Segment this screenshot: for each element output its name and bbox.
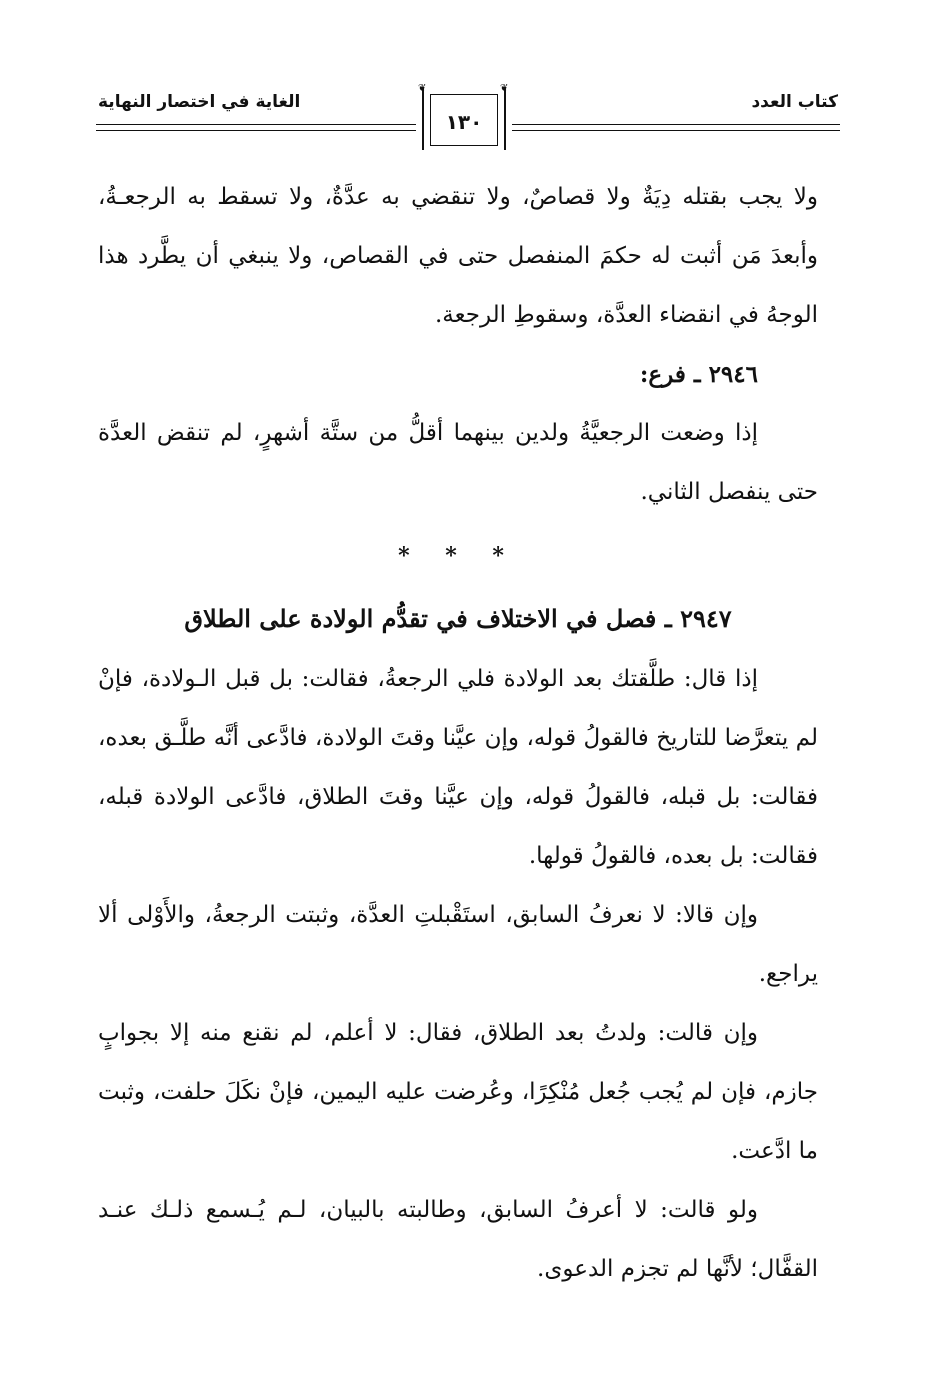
paragraph-3: إذا قال: طلَّقتك بعد الولادة فلي الرجعةُ، فقالت: بل قبل الـولادة، فإنْ لم يتعرَّضا للتاريخ فالقولُ قوله، وإن عيَّنا وقتَ الولادة، فادَّعى أنَّه طلَّـق بعده، فقالت: بل قبله، فالقولُ قوله، وإن عيَّنا وقتَ الطلاق، فادَّعى الولادة قبله، فقالت: بل بعده، فالقولُ قولها. bbox=[98, 666, 818, 869]
header-rule-right-thin bbox=[512, 130, 840, 131]
section-title-2947: ٢٩٤٧ ـ فصل في الاختلاف في تقدُّم الولادة على الطلاق bbox=[184, 604, 732, 633]
header-rule-right bbox=[512, 124, 840, 125]
paragraph-5: وإن قالت: ولدتُ بعد الطلاق، فقال: لا أعلم، لم نقنع منه إلا بجوابٍ جازم، فإن لم يُجب جُعل مُنْكِرًا، وعُرضت عليه اليمين، فإنْ نكَلَ حلفت، وثبت ما ادَّعت. bbox=[98, 1020, 818, 1164]
frame-ornament-icon: ❦ bbox=[500, 83, 509, 94]
paragraph-6: ولو قالت: لا أعرفُ السابق، وطالبته بالبيان، لـم يُـسمع ذلـك عنـد القفَّال؛ لأنَّها لم تجزم الدعوى. bbox=[98, 1197, 818, 1282]
paragraph-4: وإن قالا: لا نعرفُ السابق، استَقْبلتِ العدَّة، وثبتت الرجعةُ، والأَوْلى ألا يراجع. bbox=[98, 902, 818, 987]
page-header bbox=[96, 84, 840, 156]
book-title: الغاية في اختصار النهاية bbox=[98, 92, 301, 112]
header-rule-left bbox=[96, 124, 416, 125]
frame-ornament-icon: ❦ bbox=[418, 83, 427, 94]
page-number: ١٣٠ bbox=[445, 110, 483, 134]
paragraph-2: إذا وضعت الرجعيَّةُ ولدين بينهما أقلُّ من ستَّة أشهرٍ، لم تنقض العدَّة حتى ينفصل الثاني. bbox=[98, 420, 818, 505]
chapter-title: كتاب العدد bbox=[751, 92, 838, 112]
page-number-frame bbox=[416, 84, 512, 150]
page-body bbox=[98, 168, 818, 1299]
branch-heading-2946: ٢٩٤٦ ـ فرع: bbox=[639, 361, 758, 388]
paragraph-1: ولا يجب بقتله دِيَةٌ ولا قصاصٌ، ولا تنقضي به عدَّةٌ، ولا تسقط به الرجعـةُ، وأبعدَ مَن أثبت له حكمَ المنفصل حتى في القصاص، ولا ينبغي أن يطَّرد هذا الوجهُ في انقضاء العدَّة، وسقوطِ الرجعة. bbox=[98, 184, 818, 328]
header-rule-left-thin bbox=[96, 130, 416, 131]
section-separator: * * * bbox=[398, 543, 518, 569]
